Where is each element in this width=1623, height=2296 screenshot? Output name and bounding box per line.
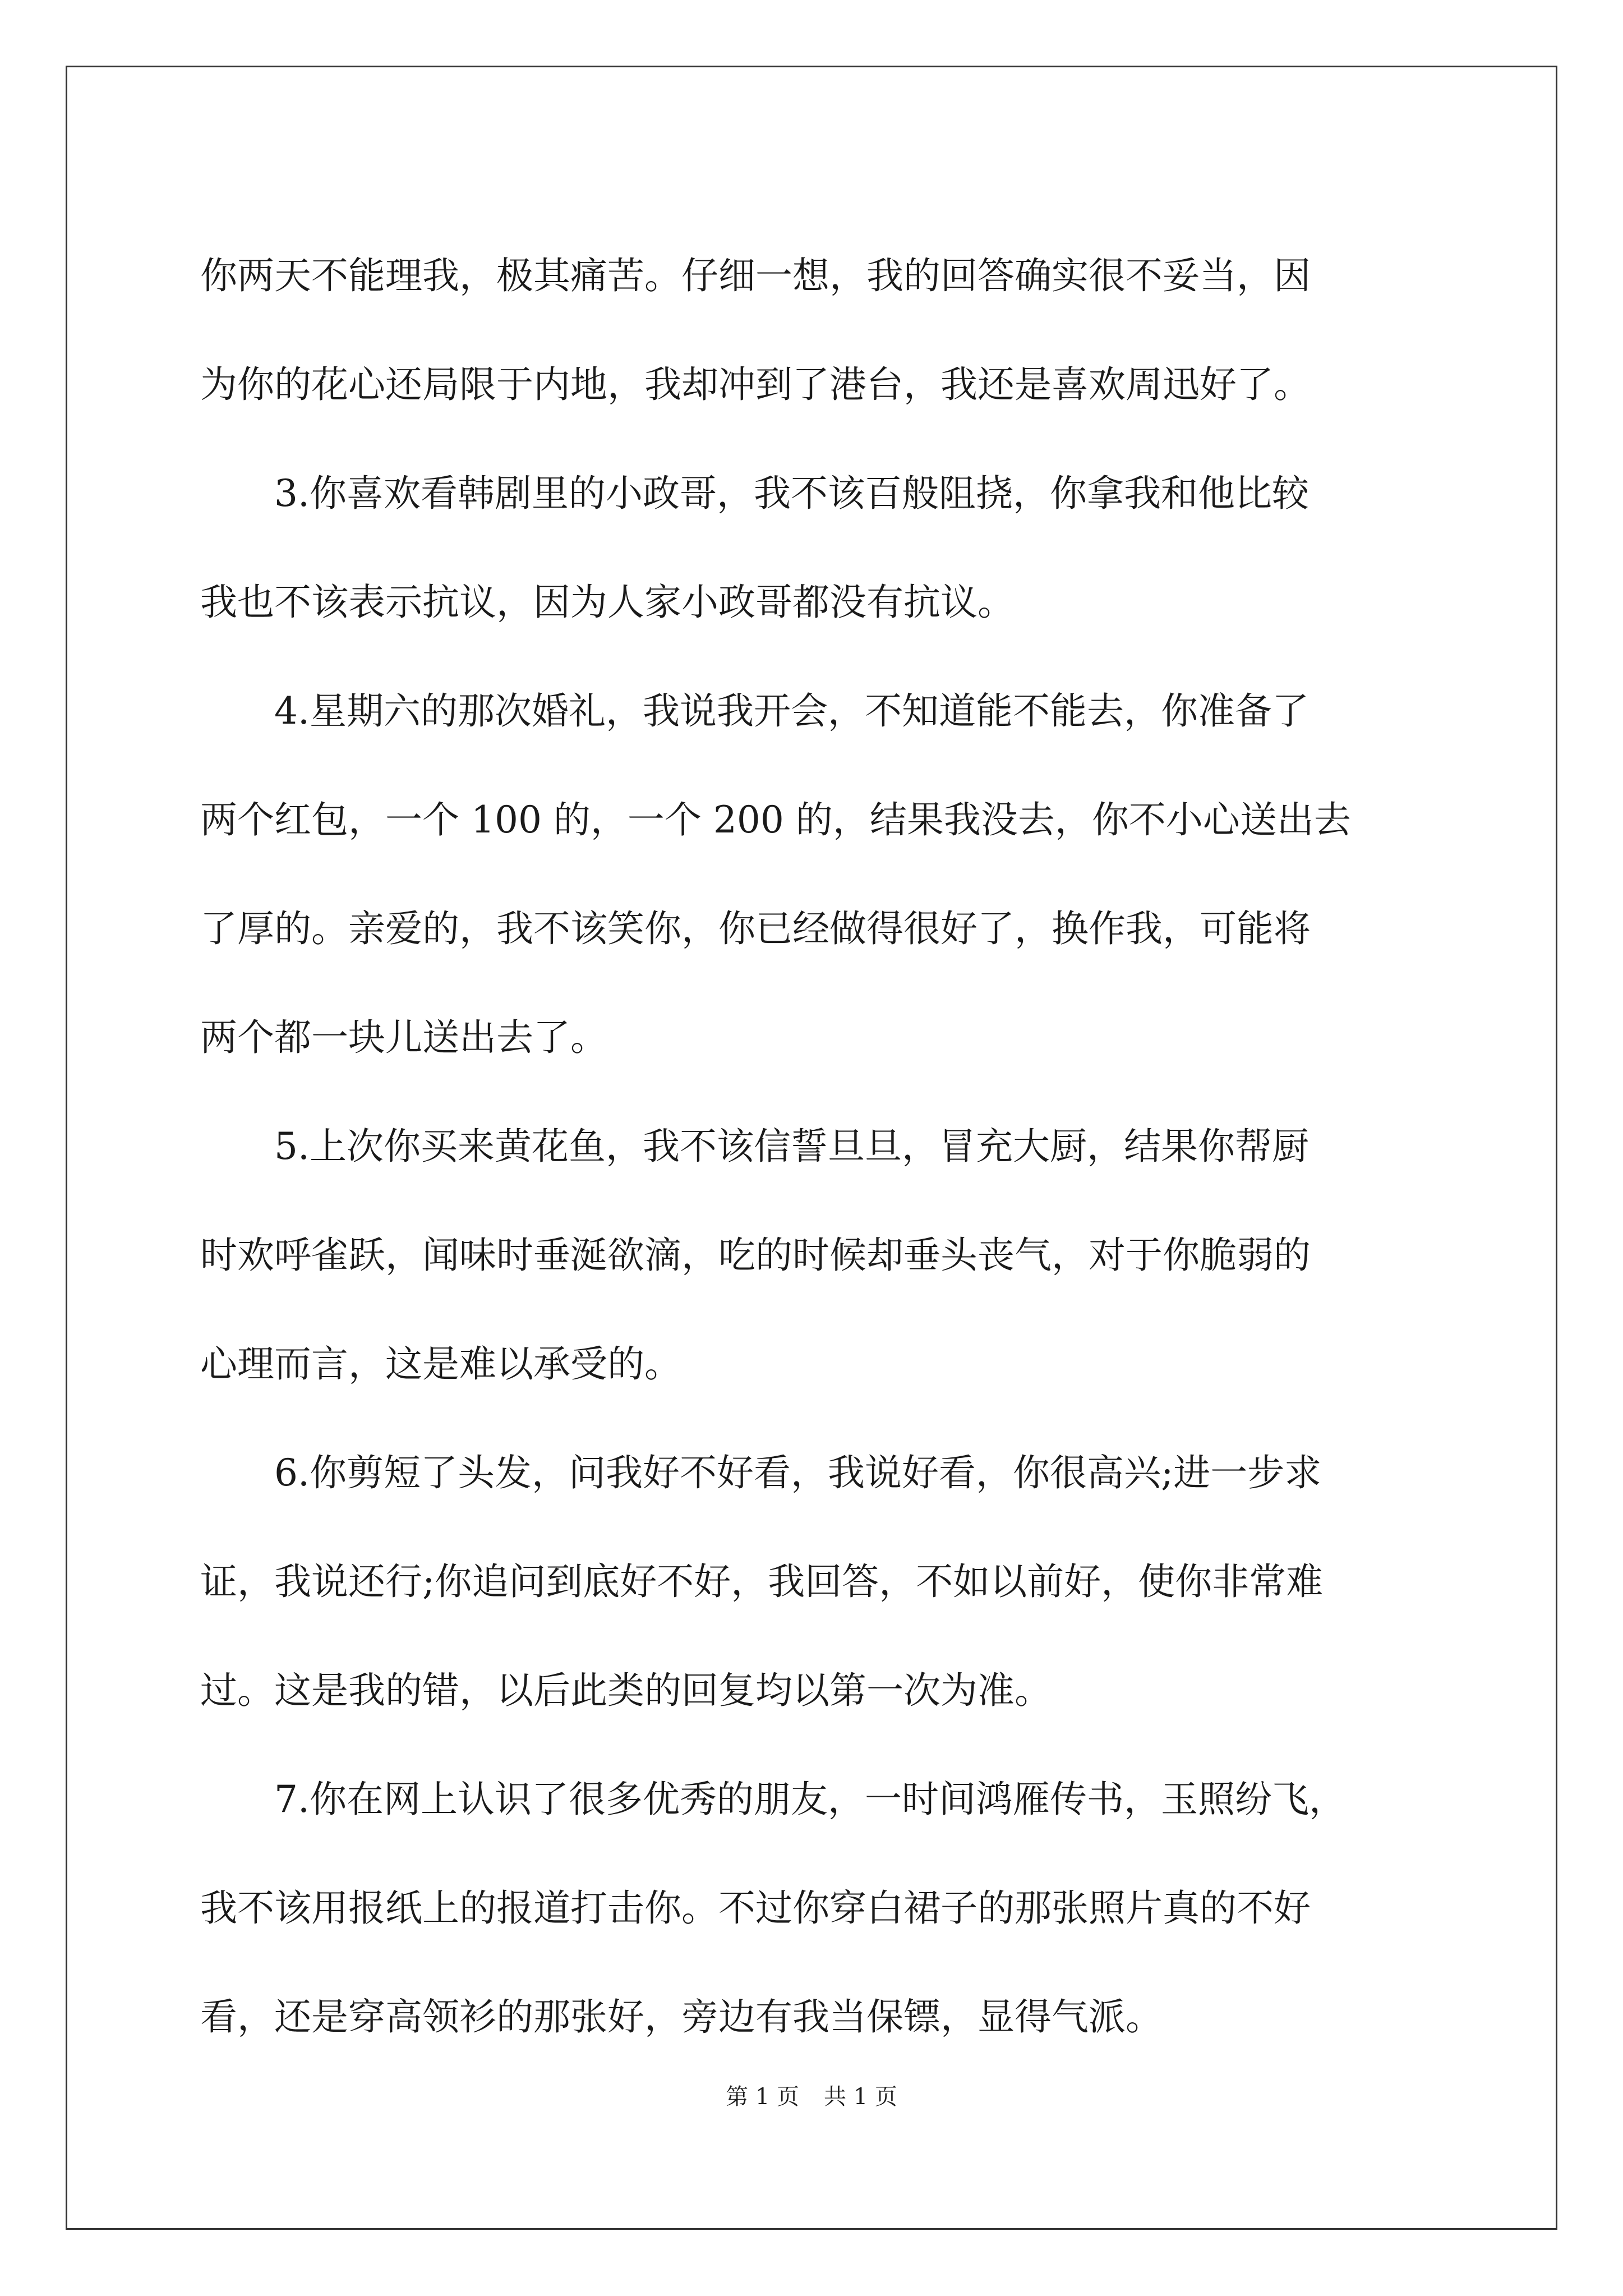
page-total: 共 1 页 [824, 2084, 897, 2110]
text-line: 你两天不能理我，极其痛苦。仔细一想，我的回答确实很不妥当，因 [200, 254, 1311, 297]
paragraph-start-line: 6.你剪短了头发，问我好不好看，我说好看，你很高兴;进一步求 [274, 1451, 1322, 1494]
text-line: 为你的花心还局限于内地，我却冲到了港台，我还是喜欢周迅好了。 [200, 363, 1311, 406]
paragraph-start-line: 4.星期六的那次婚礼，我说我开会，不知道能不能去，你准备了 [274, 689, 1309, 733]
text-line: 两个红包，一个 100 的，一个 200 的，结果我没去，你不小心送出去 [200, 798, 1351, 841]
text-line: 看，还是穿高领衫的那张好，旁边有我当保镖，显得气派。 [200, 1995, 1163, 2039]
text-line: 了厚的。亲爱的，我不该笑你，你已经做得很好了，换作我，可能将 [200, 907, 1311, 950]
page-footer [0, 2080, 1623, 2114]
text-line: 过。这是我的错，以后此类的回复均以第一次为准。 [200, 1669, 1052, 1712]
text-line: 两个都一块儿送出去了。 [200, 1016, 607, 1059]
text-line: 时欢呼雀跃，闻味时垂涎欲滴，吃的时候却垂头丧气，对于你脆弱的 [200, 1234, 1311, 1277]
text-line: 我不该用报纸上的报道打击你。不过你穿白裙子的那张照片真的不好 [200, 1887, 1311, 1930]
paragraph-start-line: 3.你喜欢看韩剧里的小政哥，我不该百般阻挠，你拿我和他比较 [274, 472, 1309, 515]
document-body [200, 222, 1434, 2072]
page-number: 第 1 页 [726, 2084, 799, 2110]
text-line: 我也不该表示抗议，因为人家小政哥都没有抗议。 [200, 581, 1015, 624]
paragraph-start-line: 7.你在网上认识了很多优秀的朋友，一时间鸿雁传书，玉照纷飞， [274, 1778, 1346, 1821]
paragraph-start-line: 5.上次你买来黄花鱼，我不该信誓旦旦，冒充大厨，结果你帮厨 [274, 1125, 1309, 1168]
text-line: 证，我说还行;你追问到底好不好，我回答，不如以前好，使你非常难 [200, 1560, 1324, 1603]
text-line: 心理而言，这是难以承受的。 [200, 1342, 681, 1386]
